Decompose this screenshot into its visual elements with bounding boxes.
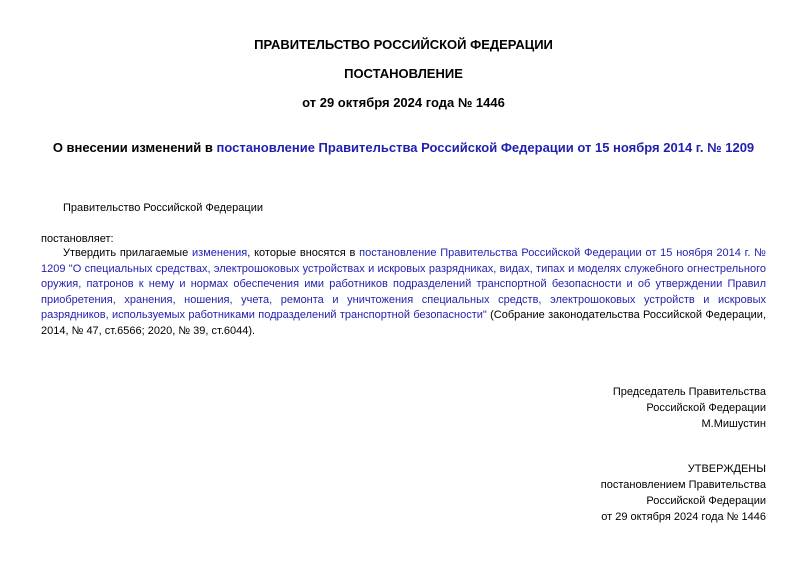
document-date-number: от 29 октября 2024 года № 1446 — [302, 95, 505, 110]
signatory-name: М.Мишустин — [701, 418, 766, 430]
paragraph-text-3: (Собрание законодательства Российской Федерации, 2014, № 47, ст.6566; 2020, № 39, ст.6044). — [41, 309, 767, 337]
amended-act-link[interactable]: постановление Правительства Российской Федерации от 15 ноября 2014 г. № 1209 "О специальных средствах, электрошоковых устройствах и искровых разрядниках, видах, типах и моделях служебного огнестрельного оружия, патронов к нему и нормах обеспечения ими работников подразделений транспортной безопасности и об утверждении Правил приобретения, хранения, ношения, учета, ремонта и уничтожения специальных средств, электрошоковых устройств и искровых разрядников, используемых работниками подразделений транспортной безопасности" — [41, 247, 766, 321]
title-amended-act-link[interactable]: постановление Правительства Российской Федерации от 15 ноября 2014 г. № 1209 — [216, 140, 755, 155]
paragraph-text-1: Утвердить прилагаемые — [63, 247, 192, 259]
document-type-heading: ПОСТАНОВЛЕНИЕ — [344, 66, 463, 81]
title-prefix: О внесении изменений в — [52, 140, 217, 155]
changes-link[interactable]: изменения — [192, 247, 248, 259]
approval-line-2: Российской Федерации — [646, 495, 766, 507]
signature-block — [613, 384, 766, 432]
government-heading: ПРАВИТЕЛЬСТВО РОССИЙСКОЙ ФЕДЕРАЦИИ — [254, 37, 553, 52]
decides-text: постановляет: — [41, 233, 114, 245]
signatory-organization: Российской Федерации — [646, 402, 766, 414]
main-paragraph — [41, 246, 766, 339]
approval-line-3: от 29 октября 2024 года № 1446 — [601, 511, 766, 523]
approval-line-1: постановлением Правительства — [600, 479, 766, 491]
paragraph-text-2: , которые вносятся в — [247, 247, 360, 259]
approval-block — [601, 461, 766, 525]
issuer-text: Правительство Российской Федерации — [63, 202, 263, 214]
approval-label: УТВЕРЖДЕНЫ — [687, 463, 766, 475]
signatory-position: Председатель Правительства — [612, 386, 766, 398]
document-title — [0, 140, 807, 156]
